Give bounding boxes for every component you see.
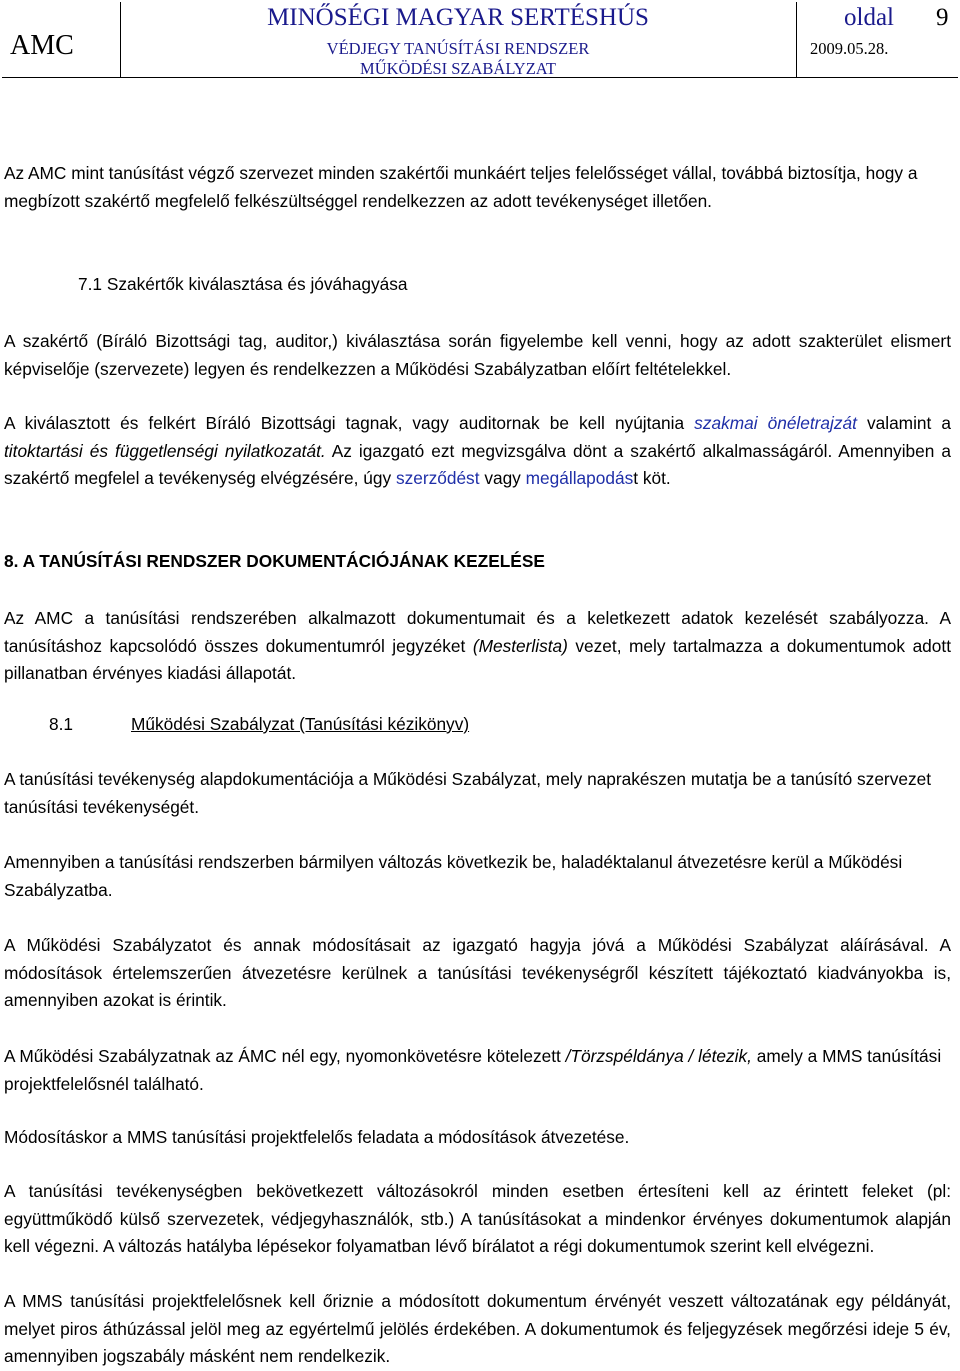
page-header	[2, 2, 958, 78]
paragraph-amc-responsibility: Az AMC mint tanúsítást végző szervezet minden szakértői munkáért teljes felelősséget vállal, továbbá biztosítja, hogy a megbízott szakértő megfelelő felkészültséggel rendelkezzen az adott tevékenységet illetően.	[4, 163, 918, 211]
text-run: vezet, mely tartalmazza a dokumentumok adott pillanatban érvényes kiadási állapotát.	[4, 635, 951, 684]
text-run: Az AMC a tanúsítási rendszerében alkalmazott dokumentumait és a keletkezett adatok kezelését szabályozza. A tanúsításhoz kapcsolódó összes dokumentumról jegyzéket	[4, 608, 951, 656]
heading-title: Működési Szabályzat (Tanúsítási kézikönyv)	[131, 714, 470, 734]
paragraph-modification: Módosításkor a MMS tanúsítási projektfelelős feladata a módosítások átvezetése.	[4, 1127, 630, 1147]
cv-link: szakmai önéletrajzát	[694, 413, 857, 433]
text-run: A Működési Szabályzatnak az ÁMC nél egy, nyomonkövetésre kötelezett	[4, 1046, 566, 1066]
header-system: VÉDJEGY TANÚSÍTÁSI RENDSZER	[326, 39, 590, 58]
paragraph-documentation	[4, 605, 951, 688]
heading-number: 8.1	[49, 714, 74, 734]
text-run: amely a MMS tanúsítási projektfelelősnél található.	[4, 1046, 942, 1094]
header-regulation: MŰKÖDÉSI SZABÁLYZAT	[360, 59, 556, 78]
paragraph-notification: A tanúsítási tevékenységben bekövetkezett változásokról minden esetben értesíteni kell az érintett feleket (pl: együttműködő külső szervezetek, védjegyhasználók, stb.) A tanúsításokat a mindenkor érvényes dokumentumok alapján kell végezni. A változás hatályba lépésekor folyamatban lévő bírálatot a régi dokumentumok szerint kell elvégezni.	[4, 1181, 951, 1257]
paragraph-expert-selection: A szakértő (Bíráló Bizottsági tag, auditor,) kiválasztása során figyelembe kell venni, hogy az adott szakterület elismert képviselője (szervezete) legyen és rendelkezzen a Működési Szabályzatban előírt feltételekkel.	[4, 331, 951, 379]
text-run-italic: /Törzspéldánya / létezik,	[565, 1046, 752, 1066]
page-number: 9	[936, 4, 949, 31]
paragraph-retention: A MMS tanúsítási projektfelelősnek kell őriznie a módosított dokumentum érvényét veszett változatának egy példányát, melyet piros áthúzással jelöl meg az egyértelmű jelölés érdekében. A dokumentumok és feljegyzések megőrzési ideje 5 év, amennyiben jogszabály másként nem rendelkezik.	[4, 1291, 951, 1367]
text-run: t köt.	[633, 468, 671, 489]
paragraph-changes: Amennyiben a tanúsítási rendszerben bármilyen változás következik be, haladéktalanul átvezetésre kerül a Működési Szabályzatba.	[4, 852, 903, 900]
section-heading-7-1: 7.1 Szakértők kiválasztása és jóváhagyása	[78, 274, 408, 294]
header-right-cell	[796, 2, 958, 77]
header-date: 2009.05.28.	[810, 39, 889, 58]
paragraph-approval: A Működési Szabályzatot és annak módosításait az igazgató hagyja jóvá a Működési Szabályzat aláírásával. A módosítások értelemszerűen átvezetésre kerülnek a tanúsítási tevékenységről készített tájékoztató kiadványokba is, amennyiben azokat is érintik.	[4, 935, 951, 1011]
page-label: oldal	[844, 4, 894, 31]
paragraph-basic-documentation: A tanúsítási tevékenység alapdokumentációja a Működési Szabályzat, mely naprakészen mutatja be a tanúsító szervezet tanúsítási tevékenységét.	[4, 769, 931, 817]
agreement-link: megállapodás	[525, 468, 634, 489]
paragraph-expert-documents	[4, 410, 951, 493]
paragraph-master-copy	[4, 1043, 951, 1098]
header-org-title: MINŐSÉGI MAGYAR SERTÉSHÚS	[267, 4, 649, 31]
contract-link: szerződést	[395, 468, 480, 489]
text-run-italic: titoktartási és függetlenségi nyilatkozatát.	[4, 440, 326, 461]
header-center-cell	[120, 2, 797, 77]
text-run: vagy	[479, 468, 526, 489]
header-amc: AMC	[10, 30, 74, 61]
text-run-italic: (Mesterlista)	[472, 635, 568, 656]
text-run: A kiválasztott és felkért Bíráló Bizottsági tagnak, vagy auditornak be kell nyújtania	[4, 413, 695, 433]
section-heading-8-1	[49, 711, 469, 739]
header-left-cell	[2, 2, 121, 77]
section-heading-8: 8. A TANÚSÍTÁSI RENDSZER DOKUMENTÁCIÓJÁNAK KEZELÉSE	[4, 551, 545, 571]
text-run: valamint a	[856, 413, 951, 433]
text-run: Az igazgató ezt megvizsgálva dönt a szakértő alkalmasságáról. Amennyiben a szakértő megfelel a tevékenység elvégzésére, úgy	[4, 440, 951, 489]
